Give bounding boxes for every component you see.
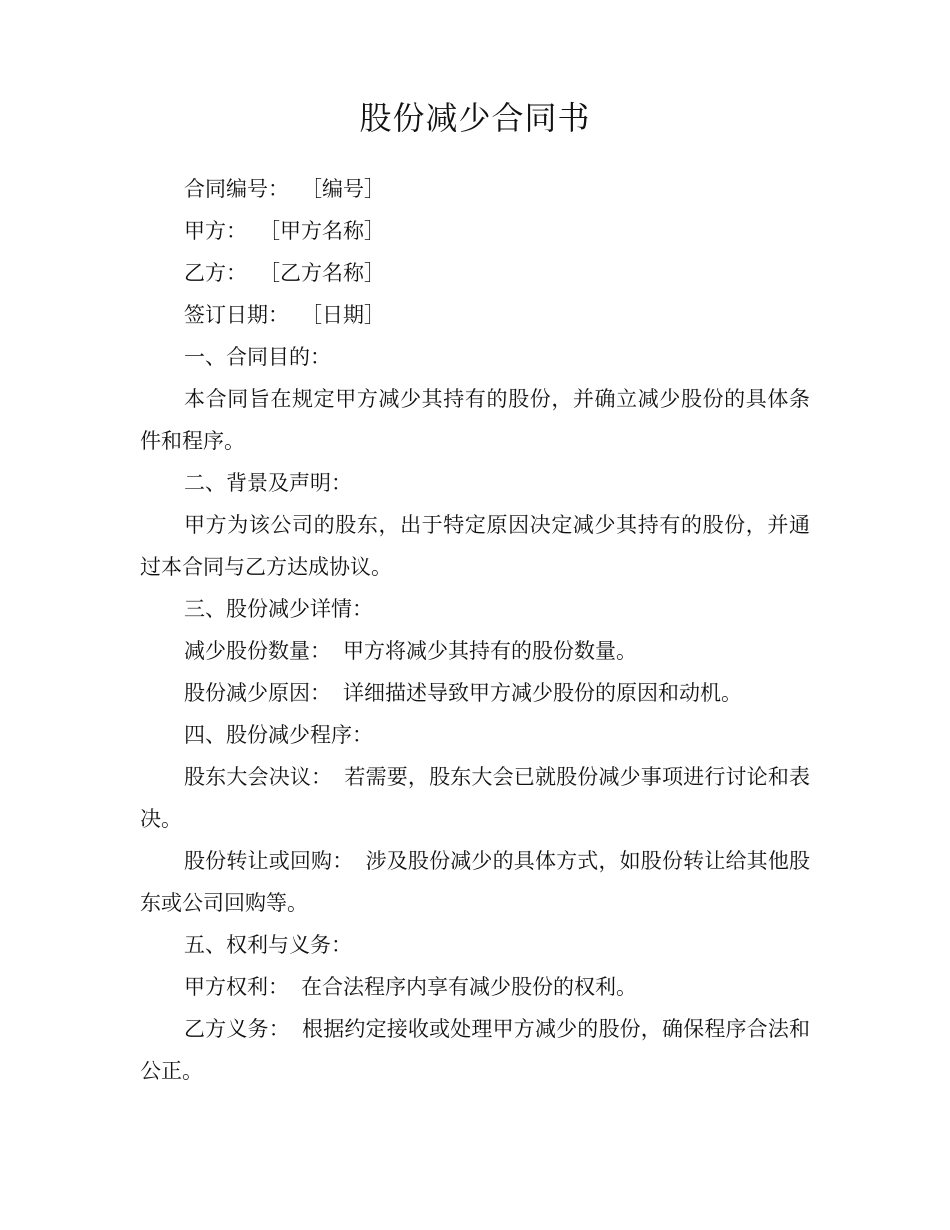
- clause-text: 在合法程序内享有减少股份的权利。: [301, 975, 637, 999]
- clause-text: 若需要，股东大会已就股份减少事项进行讨论和表决。: [140, 765, 811, 831]
- party-b-value: ［乙方名称］: [259, 261, 385, 285]
- section-heading: 四、股份减少程序：: [184, 723, 373, 747]
- clause-text: 根据约定接收或处理甲方减少的股份，确保程序合法和公正。: [140, 1017, 811, 1083]
- sign-date-label: 签订日期：: [184, 303, 289, 327]
- sign-date-line: [140, 294, 810, 336]
- section-paragraph: 本合同旨在规定甲方减少其持有的股份，并确立减少股份的具体条件和程序。: [140, 387, 810, 453]
- contract-number-label: 合同编号：: [184, 177, 289, 201]
- party-b-line: [140, 252, 810, 294]
- section-heading: 五、权利与义务：: [184, 933, 352, 957]
- party-a-label: 甲方：: [184, 219, 247, 243]
- clause-label: 甲方权利：: [184, 975, 289, 999]
- party-a-value: ［甲方名称］: [259, 219, 385, 243]
- clause-item: [140, 756, 810, 840]
- clause-text: 甲方将减少其持有的股份数量。: [343, 639, 637, 663]
- clause-item: [140, 672, 810, 714]
- clause-item: [140, 1008, 810, 1092]
- clause-label: 乙方义务：: [184, 1017, 290, 1041]
- contract-number-value: ［编号］: [301, 177, 385, 201]
- clause-text: 涉及股份减少的具体方式，如股份转让给其他股东或公司回购等。: [140, 849, 811, 915]
- section-heading: 一、合同目的：: [184, 345, 331, 369]
- document-body: [140, 168, 810, 1092]
- party-a-line: [140, 210, 810, 252]
- clause-label: 股东大会决议：: [184, 765, 333, 789]
- document-title: 股份减少合同书: [359, 99, 591, 137]
- clause-label: 股份减少原因：: [184, 681, 331, 705]
- party-b-label: 乙方：: [184, 261, 247, 285]
- section-paragraph: 甲方为该公司的股东，出于特定原因决定减少其持有的股份，并通过本合同与乙方达成协议。: [140, 513, 810, 579]
- contract-number-line: [140, 168, 810, 210]
- clause-label: 股份转让或回购：: [184, 849, 354, 873]
- section-heading: 三、股份减少详情：: [184, 597, 373, 621]
- clause-item: [140, 630, 810, 672]
- clause-text: 详细描述导致甲方减少股份的原因和动机。: [343, 681, 742, 705]
- clause-item: [140, 840, 810, 924]
- section-heading: 二、背景及声明：: [184, 471, 352, 495]
- sign-date-value: ［日期］: [301, 303, 385, 327]
- clause-label: 减少股份数量：: [184, 639, 331, 663]
- clause-item: [140, 966, 810, 1008]
